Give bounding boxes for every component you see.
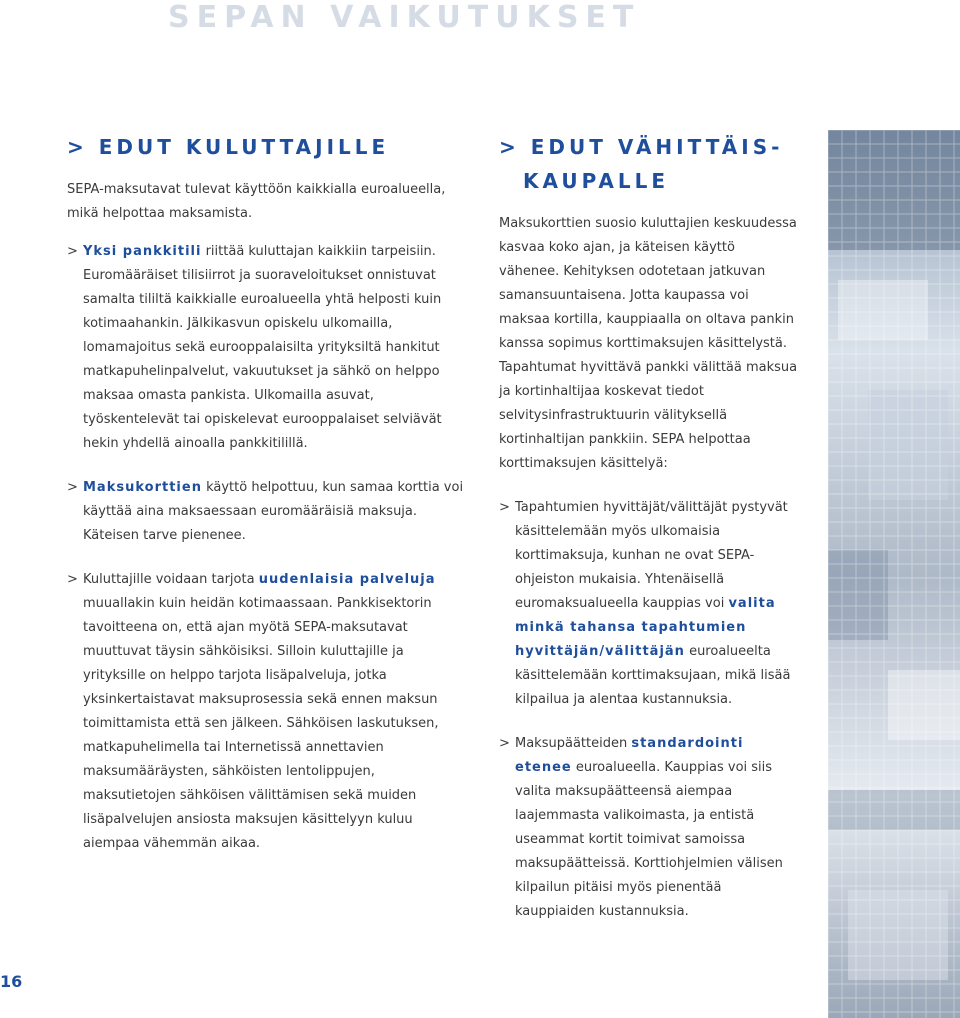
item-text: euroalueelta käsittelemään korttimaksujaan, mikä lisää kilpailua ja alentaa kustannuksia.	[515, 644, 791, 707]
item-text: Kuluttajille voidaan tarjota	[83, 572, 259, 587]
list-item	[67, 476, 467, 548]
list-item	[499, 732, 799, 924]
bullet-marker: >	[67, 480, 78, 495]
highlight-text: uudenlaisia palveluja	[258, 572, 436, 587]
page-title: SEPAN VAIKUTUKSET	[168, 0, 641, 35]
list-item	[67, 568, 467, 856]
bullet-marker: >	[499, 500, 510, 515]
highlight-text: Maksukorttien	[83, 480, 202, 495]
highlight-text: valita minkä tahansa tapahtumien hyvittäjän/välittäjän	[515, 596, 776, 659]
bullet-marker: >	[67, 244, 78, 259]
item-text: muuallakin kuin heidän kotimaassaan. Pankkisektorin tavoitteena on, että ajan myötä SEPA-maksutavat muuttuvat täysin sähköisiksi. Silloin kuluttajille ja yrityksille on helppo tarjota lisäpalveluja, jotka yksinkertaistavat maksuprosessia sekä ennen maksun toimittamista että sen jälkeen. Sähköisen laskutuksen, matkapuhelimella tai Internetissä annettavien maksumääräysten, sähköisten lentolippujen, maksutietojen sähköisen välittämisen sekä muiden lisäpalvelujen ansiosta maksujen käsittelyyn kuluu aiempaa vähemmän aikaa.	[83, 596, 439, 851]
consumers-intro: SEPA-maksutavat tulevat käyttöön kaikkialla euroalueella, mikä helpottaa maksamista.	[67, 182, 446, 221]
list-item	[67, 240, 467, 456]
retail-intro: Maksukorttien suosio kuluttajien keskuudessa kasvaa koko ajan, ja käteisen käyttö vähenee. Kehityksen odotetaan jatkuvan samansuuntaisena. Jotta kaupassa voi maksaa kortilla, kauppiaalla on oltava pankin kanssa sopimus korttimaksujen käsittelystä. Tapahtumat hyvittävä pankki välittää maksua ja kortinhaltijaa koskevat tiedot selvitysinfrastruktuurin välityksellä kortinhaltijan pankkiin. SEPA helpottaa korttimaksujen käsittelyä:	[499, 216, 798, 471]
page-number: 16	[0, 972, 23, 991]
right-column	[499, 130, 799, 924]
heading-line: KAUPALLE	[523, 169, 670, 193]
highlight-text: Yksi pankkitili	[83, 244, 202, 259]
bullet-marker: >	[67, 572, 78, 587]
item-text: Maksupäätteiden	[515, 736, 632, 751]
left-column	[67, 130, 467, 856]
item-text: euroalueella. Kauppias voi siis valita maksupäätteensä aiempaa laajemmasta valikoimasta, ja entistä useammat kortit toimivat samoissa maksupäätteissä. Korttiohjelmien välisen kilpailun pitäisi myös pienentää kauppiaiden kustannuksia.	[515, 760, 783, 919]
section-heading-retail	[499, 130, 799, 198]
bullet-marker: >	[499, 736, 510, 751]
item-text: Tapahtumien hyvittäjät/välittäjät pystyvät käsittelemään myös ulkomaisia korttimaksuja, kunhan ne ovat SEPA-ohjeiston mukaisia. Yhtenäisellä euromaksualueella kauppias voi	[515, 500, 788, 611]
decorative-photo	[828, 130, 960, 1018]
item-text: käyttö helpottuu, kun samaa korttia voi käyttää aina maksaessaan euromääräisiä maksuja. Käteisen tarve pienenee.	[83, 480, 464, 543]
list-item	[499, 496, 799, 712]
highlight-text: standardointi etenee	[515, 736, 744, 775]
item-text: riittää kuluttajan kaikkiin tarpeisiin. Euromääräiset tilisiirrot ja suoraveloitukset onnistuvat samalta tililtä kaikkialle euroalueella yhtä helposti kuin kotimaahankin. Jälkikasvun opiskelu ulkomailla, lomamajoitus sekä eurooppalaisilta yrityksiltä hankitut matkapuhelinpalvelut, vakuutukset ja sähkö on helppo maksaa omasta pankista. Ulkomailla asuvat, työskentelevät tai opiskelevat eurooppalaiset selviävät hekin yhdellä ainoalla pankkitilillä.	[83, 244, 442, 451]
heading-line: > EDUT VÄHITTÄIS-	[499, 135, 784, 159]
section-heading-consumers: > EDUT KULUTTAJILLE	[67, 135, 390, 159]
